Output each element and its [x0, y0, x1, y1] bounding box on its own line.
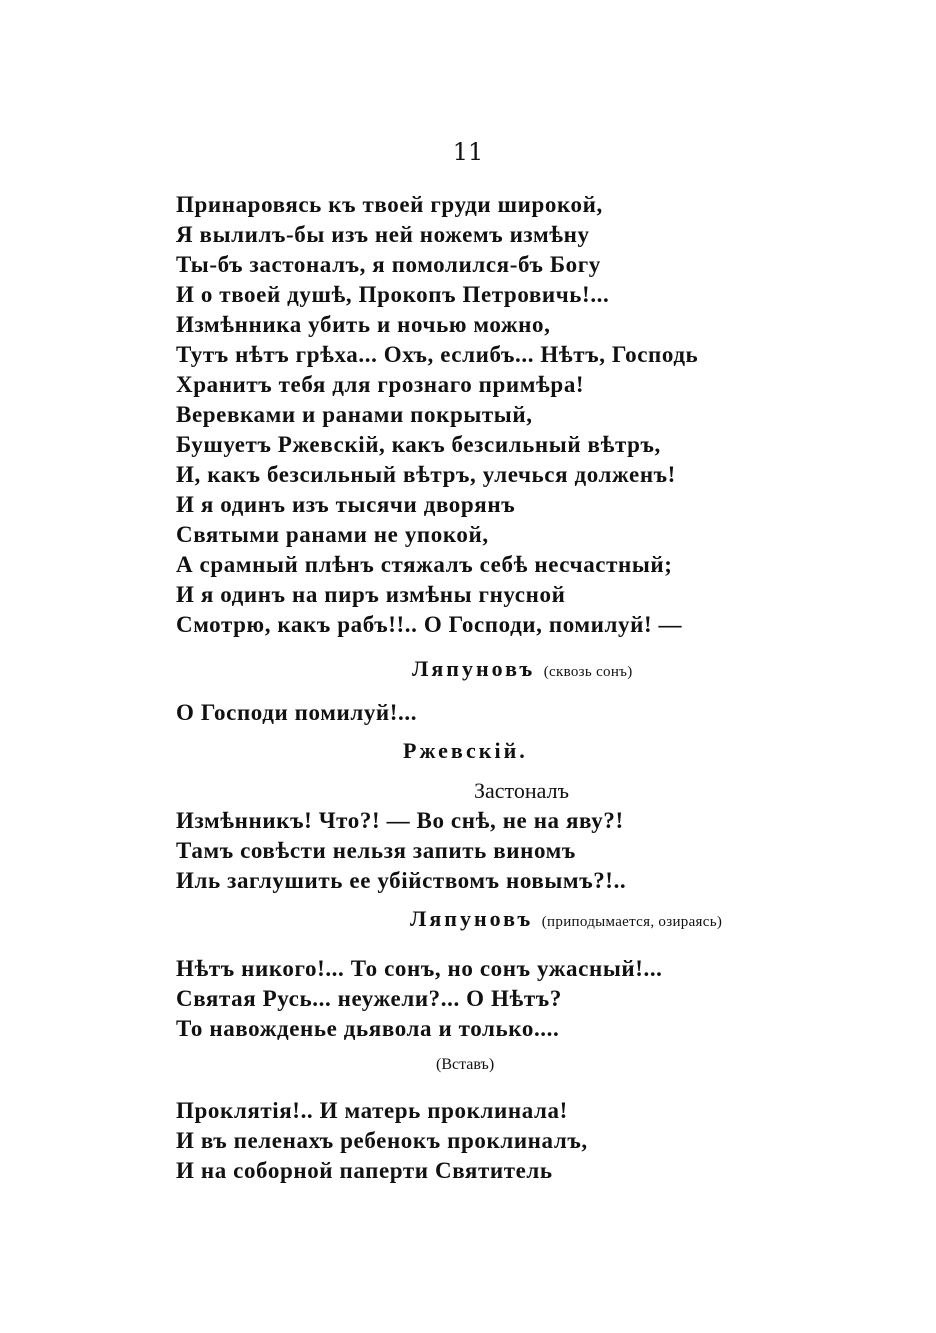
- stage-direction: (Вставъ): [436, 1056, 495, 1073]
- verse-line: Тамъ совѣсти нельзя запить виномъ: [176, 838, 576, 863]
- verse-block-1: [176, 190, 698, 640]
- speaker-name: Ржевскій.: [403, 738, 528, 763]
- verse-line: То навожденье дьявола и только....: [176, 1016, 560, 1041]
- verse-block-4: [176, 954, 663, 1044]
- speaker-heading-lyapunov: [412, 656, 633, 682]
- verse-line: Измѣнникъ! Что?! — Во снѣ, не на яву?!: [176, 808, 624, 833]
- verse-line: Я вылилъ-бы изъ ней ножемъ измѣну: [176, 222, 590, 247]
- verse-line: И въ пеленахъ ребенокъ проклиналъ,: [176, 1128, 588, 1153]
- page-number: 11: [452, 138, 484, 166]
- verse-line: Иль заглушить ее убійствомъ новымъ?!..: [176, 868, 627, 893]
- verse-line: Измѣнника убить и ночью можно,: [176, 312, 551, 337]
- speaker-heading-rzhevsky: [403, 738, 528, 764]
- verse-line: И о твоей душѣ, Прокопъ Петровичь!...: [176, 282, 610, 307]
- verse-block-3: [176, 806, 626, 896]
- stage-direction: (приподымается, озираясь): [541, 914, 723, 930]
- verse-block-5: [176, 1096, 588, 1186]
- verse-line: И, какъ безсильный вѣтръ, улечься долженъ!: [176, 462, 676, 487]
- stage-direction: (сквозь сонъ): [543, 664, 633, 680]
- verse-line: Смотрю, какъ рабъ!!.. О Господи, помилуй! —: [176, 612, 683, 637]
- speaker-heading-lyapunov: [410, 906, 722, 932]
- verse-block-2: [176, 698, 417, 728]
- verse-line: Бушуетъ Ржевскій, какъ безсильный вѣтръ,: [176, 432, 661, 457]
- verse-line: И на соборной паперти Святитель: [176, 1158, 553, 1183]
- verse-line: И я одинъ изъ тысячи дворянъ: [176, 492, 516, 517]
- verse-line: Проклятія!.. И матерь проклинала!: [176, 1098, 568, 1123]
- verse-line: И я одинъ на пиръ измѣны гнусной: [176, 582, 566, 607]
- verse-line: Святыми ранами не упокой,: [176, 522, 489, 547]
- stage-direction: Застоналъ: [474, 778, 569, 803]
- verse-line: Хранитъ тебя для грознаго примѣра!: [176, 372, 585, 397]
- verse-line: Тутъ нѣтъ грѣха... Охъ, еслибъ... Нѣтъ, Господь: [176, 342, 699, 367]
- verse-line: А срамный плѣнъ стяжалъ себѣ несчастный;: [176, 552, 673, 577]
- verse-line: Ты-бъ застоналъ, я помолился-бъ Богу: [176, 252, 601, 277]
- verse-line: Веревками и ранами покрытый,: [176, 402, 533, 427]
- verse-line: Принаровясь къ твоей груди широкой,: [176, 192, 603, 217]
- verse-line: Нѣтъ никого!... То сонъ, но сонъ ужасный!...: [176, 956, 663, 981]
- speaker-name: Ляпуновъ: [410, 906, 534, 931]
- verse-line: О Господи помилуй!...: [176, 700, 418, 725]
- speaker-name: Ляпуновъ: [412, 656, 536, 681]
- verse-line: Святая Русь... неужели?... О Нѣтъ?: [176, 986, 562, 1011]
